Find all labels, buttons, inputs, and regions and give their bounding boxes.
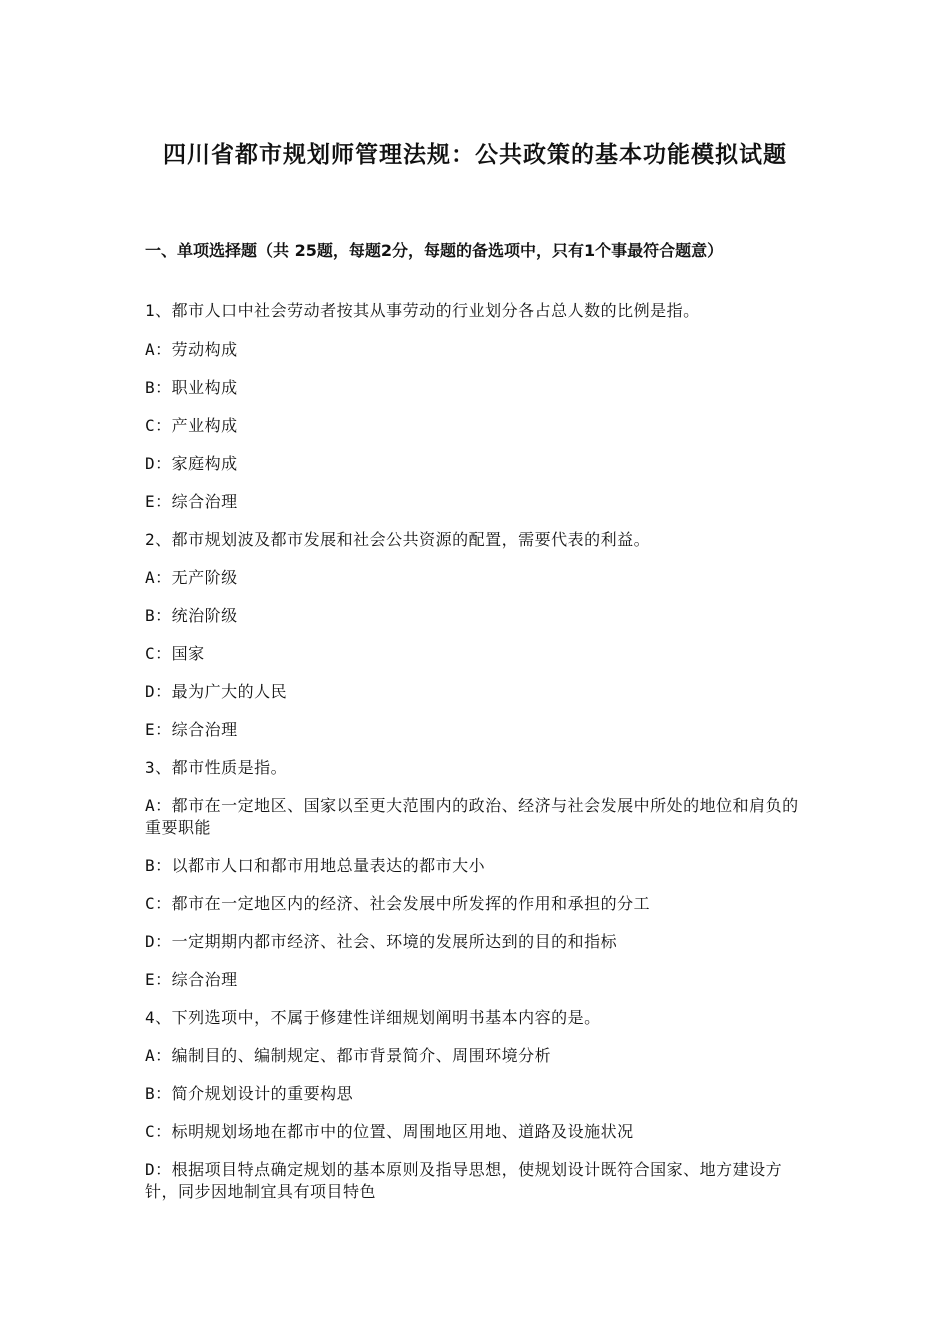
option-line: C：产业构成 (145, 416, 238, 435)
option-line: D：家庭构成 (145, 454, 238, 473)
option-line: B：简介规划设计的重要构思 (145, 1084, 354, 1103)
option-line: E：综合治理 (145, 970, 238, 989)
question-2: 2、都市规划波及都市发展和社会公共资源的配置，需要代表的利益。 (145, 530, 651, 549)
option-line: E：综合治理 (145, 492, 238, 511)
option-line: A：编制目的、编制规定、都市背景简介、周围环境分析 (145, 1046, 552, 1065)
question-4: 4、下列选项中，不属于修建性详细规划阐明书基本内容的是。 (145, 1008, 601, 1027)
option-line: A：都市在一定地区、国家以至更大范围内的政治、经济与社会发展中所处的地位和肩负的重要职能 (145, 796, 799, 837)
option-line: B：职业构成 (145, 378, 238, 397)
option-line: B：统治阶级 (145, 606, 238, 625)
option-line: C：都市在一定地区内的经济、社会发展中所发挥的作用和承担的分工 (145, 894, 651, 913)
option-line: E：综合治理 (145, 720, 238, 739)
question-3: 3、都市性质是指。 (145, 758, 288, 777)
option-line: A：劳动构成 (145, 340, 238, 359)
option-line: C：标明规划场地在都市中的位置、周围地区用地、道路及设施状况 (145, 1122, 634, 1141)
option-line: D：一定期期内都市经济、社会、环境的发展所达到的目的和指标 (145, 932, 618, 951)
section-heading: 一、单项选择题（共 25题，每题2分，每题的备选项中，只有1个事最符合题意） (145, 241, 724, 260)
option-line: C：国家 (145, 644, 205, 663)
option-line: D：根据项目特点确定规划的基本原则及指导思想，使规划设计既符合国家、地方建设方针，同步因地制宜具有项目特色 (145, 1160, 783, 1201)
question-1: 1、都市人口中社会劳动者按其从事劳动的行业划分各占总人数的比例是指。 (145, 301, 700, 320)
option-line: A：无产阶级 (145, 568, 238, 587)
option-line: D：最为广大的人民 (145, 682, 288, 701)
document-title: 四川省都市规划师管理法规：公共政策的基本功能模拟试题 (163, 142, 787, 168)
option-line: B：以都市人口和都市用地总量表达的都市大小 (145, 856, 486, 875)
